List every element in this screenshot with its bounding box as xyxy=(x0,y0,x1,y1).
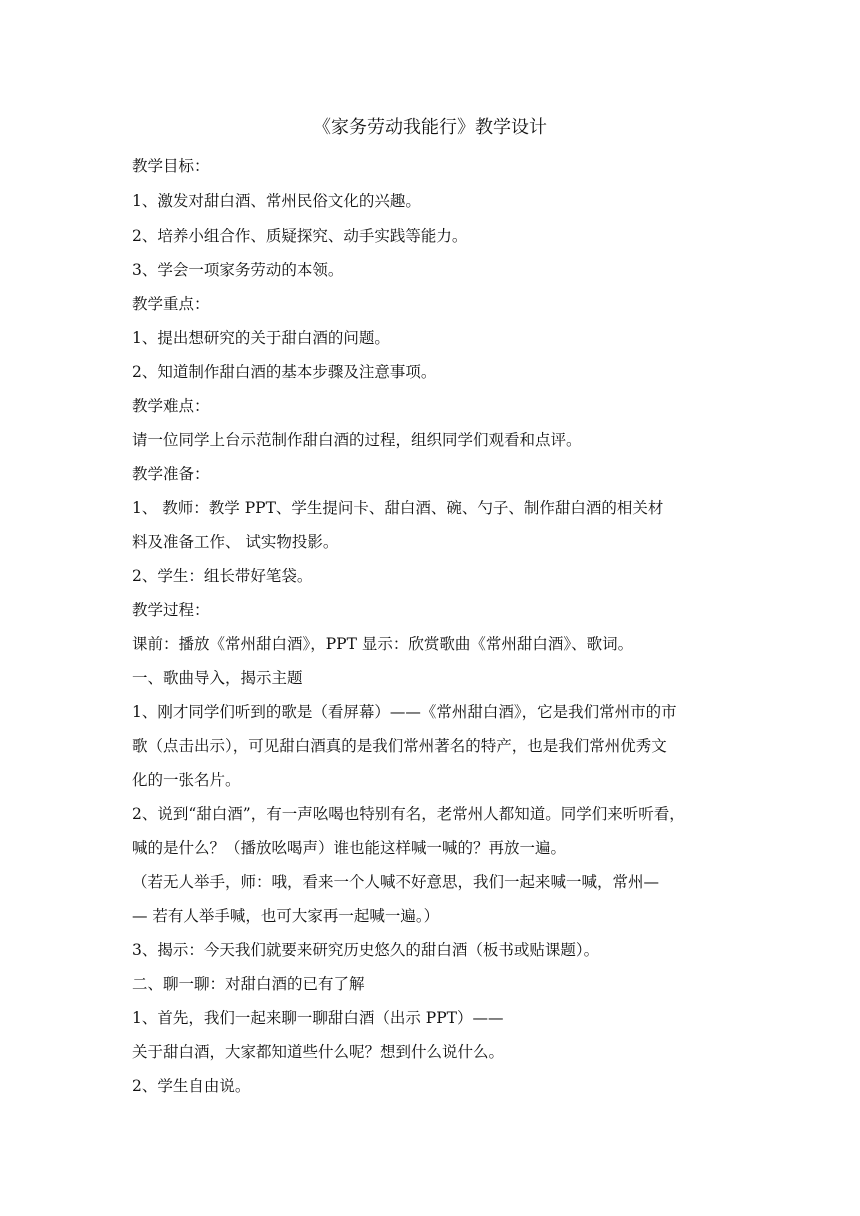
paragraph-line: 关于甜白酒，大家都知道些什么呢？想到什么说什么。 xyxy=(132,1043,505,1061)
paragraph-line: 化的一张名片。 xyxy=(132,771,241,789)
paragraph-line: — 若有人举手喊，也可大家再一起喊一遍。） xyxy=(132,907,440,925)
paragraph-line: 1、 教师：教学 PPT、学生提问卡、甜白酒、碗、勺子、制作甜白酒的相关材 xyxy=(132,499,664,517)
paragraph-line: 1、刚才同学们听到的歌是（看屏幕）——《常州甜白酒》，它是我们常州市的市 xyxy=(132,703,677,721)
heading-teaching-process: 教学过程： xyxy=(132,601,210,619)
paragraph-line: 3、学会一项家务劳动的本领。 xyxy=(132,261,344,279)
paragraph-line: 料及准备工作、 试实物投影。 xyxy=(132,533,339,551)
paragraph-line: 喊的是什么？（播放吆喝声）谁也能这样喊一喊的？再放一遍。 xyxy=(132,839,567,857)
section-heading: 一、歌曲导入，揭示主题 xyxy=(132,669,303,687)
paragraph-line: 1、提出想研究的关于甜白酒的问题。 xyxy=(132,329,390,347)
paragraph-line: 歌（点击出示），可见甜白酒真的是我们常州著名的特产，也是我们常州优秀文 xyxy=(132,737,667,755)
paragraph-line: 请一位同学上台示范制作甜白酒的过程，组织同学们观看和点评。 xyxy=(132,431,582,449)
paragraph-line: 1、激发对甜白酒、常州民俗文化的兴趣。 xyxy=(132,192,421,210)
paragraph-line: 2、说到“甜白酒”，有一声吆喝也特别有名，老常州人都知道。同学们来听听看， xyxy=(132,805,685,823)
paragraph-line: 课前：播放《常州甜白酒》，PPT 显示：欣赏歌曲《常州甜白酒》、歌词。 xyxy=(132,635,634,653)
heading-teaching-difficulties: 教学难点： xyxy=(132,397,210,415)
heading-teaching-key-points: 教学重点： xyxy=(132,295,210,313)
paragraph-line: 2、学生自由说。 xyxy=(132,1077,251,1095)
heading-teaching-goals: 教学目标： xyxy=(132,157,210,175)
paragraph-line: 3、揭示：今天我们就要来研究历史悠久的甜白酒（板书或贴课题）。 xyxy=(132,941,600,959)
paragraph-line: （若无人举手，师：哦，看来一个人喊不好意思，我们一起来喊一喊，常州— xyxy=(132,873,660,891)
paragraph-line: 2、学生：组长带好笔袋。 xyxy=(132,567,313,585)
paragraph-line: 1、首先，我们一起来聊一聊甜白酒（出示 PPT）—— xyxy=(132,1009,504,1027)
heading-teaching-preparation: 教学准备： xyxy=(132,465,210,483)
section-heading: 二、聊一聊：对甜白酒的已有了解 xyxy=(132,975,365,993)
paragraph-line: 2、知道制作甜白酒的基本步骤及注意事项。 xyxy=(132,363,437,381)
paragraph-line: 2、培养小组合作、质疑探究、动手实践等能力。 xyxy=(132,227,468,245)
document-title: 《家务劳动我能行》教学设计 xyxy=(313,117,547,138)
